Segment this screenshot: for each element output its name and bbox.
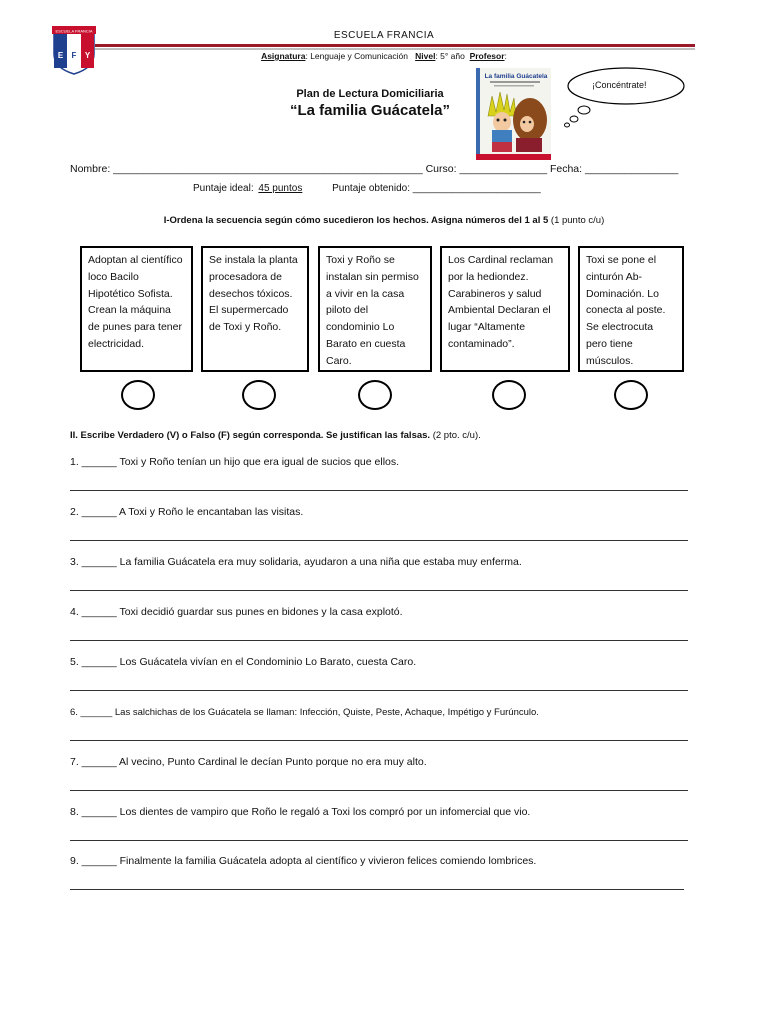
order-circle-3[interactable] xyxy=(358,380,392,410)
ideal-score-value: 45 puntos xyxy=(258,183,303,194)
book-cover-image xyxy=(476,68,551,160)
level-label: Nivel xyxy=(415,51,436,61)
sequence-box-4: Los Cardinal reclaman por la hediondez. Carabineros y salud Ambiental Declaran el lugar “Altamente contaminado”. xyxy=(440,246,570,372)
teacher-label: Profesor xyxy=(469,51,505,61)
question-2[interactable]: 2. ______ A Toxi y Roño le encantaban las visitas. xyxy=(70,506,304,518)
question-4[interactable]: 4. ______ Toxi decidió guardar sus punes en bidones y la casa explotó. xyxy=(70,606,403,618)
order-circle-5[interactable] xyxy=(614,380,648,410)
answer-line-6[interactable] xyxy=(70,740,688,741)
sequence-box-2: Se instala la planta procesadora de desechos tóxicos. El supermercado de Toxi y Roño. xyxy=(201,246,309,372)
teacher-value: : xyxy=(504,51,507,61)
score-line xyxy=(193,183,541,194)
question-9[interactable]: 9. ______ Finalmente la familia Guácatela adopta al científico y vivieron felices comiendo lombrices. xyxy=(70,855,537,867)
answer-line-4[interactable] xyxy=(70,640,688,641)
question-5[interactable]: 5. ______ Los Guácatela vivían en el Condominio Lo Barato, cuesta Caro. xyxy=(70,656,417,668)
order-circle-2[interactable] xyxy=(242,380,276,410)
sequence-box-5: Toxi se pone el cinturón Ab-Dominación. Lo conecta al poste. Se electrocuta pero tiene músculos. xyxy=(578,246,684,372)
answer-line-7[interactable] xyxy=(70,790,688,791)
order-circle-4[interactable] xyxy=(492,380,526,410)
section1-instruction-text: I-Ordena la secuencia según cómo sucedieron los hechos. Asigna números del 1 al 5 xyxy=(163,215,549,226)
logo-letter-e: E xyxy=(57,51,64,60)
section2-instruction xyxy=(70,430,481,441)
question-3[interactable]: 3. ______ La familia Guácatela era muy solidaria, ayudaron a una niña que estaba muy enferma. xyxy=(70,556,522,568)
answer-line-1[interactable] xyxy=(70,490,688,491)
answer-line-9[interactable] xyxy=(70,889,684,890)
obtained-score[interactable]: Puntaje obtenido: _______________________ xyxy=(332,183,541,194)
ideal-score-label: Puntaje ideal: xyxy=(193,183,254,194)
section1-instruction xyxy=(0,215,768,226)
answer-line-2[interactable] xyxy=(70,540,688,541)
order-circle-1[interactable] xyxy=(121,380,155,410)
header-rule-gray xyxy=(95,48,695,50)
student-info-line[interactable]: Nombre: _____________________________________________________ Curso: _______________ Fecha: ________________ xyxy=(70,163,679,175)
question-6[interactable]: 6. ______ Las salchichas de los Guácatela se llaman: Infección, Quiste, Peste, Achaque, Impétigo y Furúnculo. xyxy=(70,707,539,718)
subject-value: : Lenguaje y Comunicación xyxy=(305,51,409,61)
subject-line xyxy=(0,51,768,61)
book-title: “La familia Guácatela” xyxy=(289,102,451,119)
section1-points: (1 punto c/u) xyxy=(550,215,605,226)
answer-line-3[interactable] xyxy=(70,590,688,591)
cover-title-text: La familia Guácatela xyxy=(484,73,548,80)
school-name: ESCUELA FRANCIA xyxy=(333,30,435,41)
logo-letter-y: Y xyxy=(84,51,91,60)
header-rule-red xyxy=(95,44,695,47)
level-value: : 5° año xyxy=(435,51,465,61)
thought-bubble xyxy=(558,64,688,130)
question-8[interactable]: 8. ______ Los dientes de vampiro que Roño le regaló a Toxi los compró por un infomercial que vio. xyxy=(70,806,531,818)
sequence-box-1: Adoptan al científico loco Bacilo Hipotético Sofista. Crean la máquina de punes para tener electricidad. xyxy=(80,246,193,372)
sequence-box-3: Toxi y Roño se instalan sin permiso a vivir en la casa piloto del condominio Lo Barato en cuesta Caro. xyxy=(318,246,432,372)
bubble-text: ¡Concéntrate! xyxy=(592,80,647,90)
question-7[interactable]: 7. ______ Al vecino, Punto Cardinal le decían Punto porque no era muy alto. xyxy=(70,756,427,768)
answer-line-5[interactable] xyxy=(70,690,688,691)
section2-instruction-text: II. Escribe Verdadero (V) o Falso (F) según corresponda. Se justifican las falsas. xyxy=(70,430,431,441)
question-1[interactable]: 1. ______ Toxi y Roño tenían un hijo que era igual de sucios que ellos. xyxy=(70,456,400,468)
logo-letter-f: F xyxy=(71,51,77,60)
section2-points: (2 pto. c/u). xyxy=(432,430,481,441)
answer-line-8[interactable] xyxy=(70,840,688,841)
subject-label: Asignatura xyxy=(261,51,306,61)
plan-title: Plan de Lectura Domiciliaria xyxy=(296,88,444,100)
logo-banner-text: ESCUELA FRANCIA xyxy=(55,28,93,34)
